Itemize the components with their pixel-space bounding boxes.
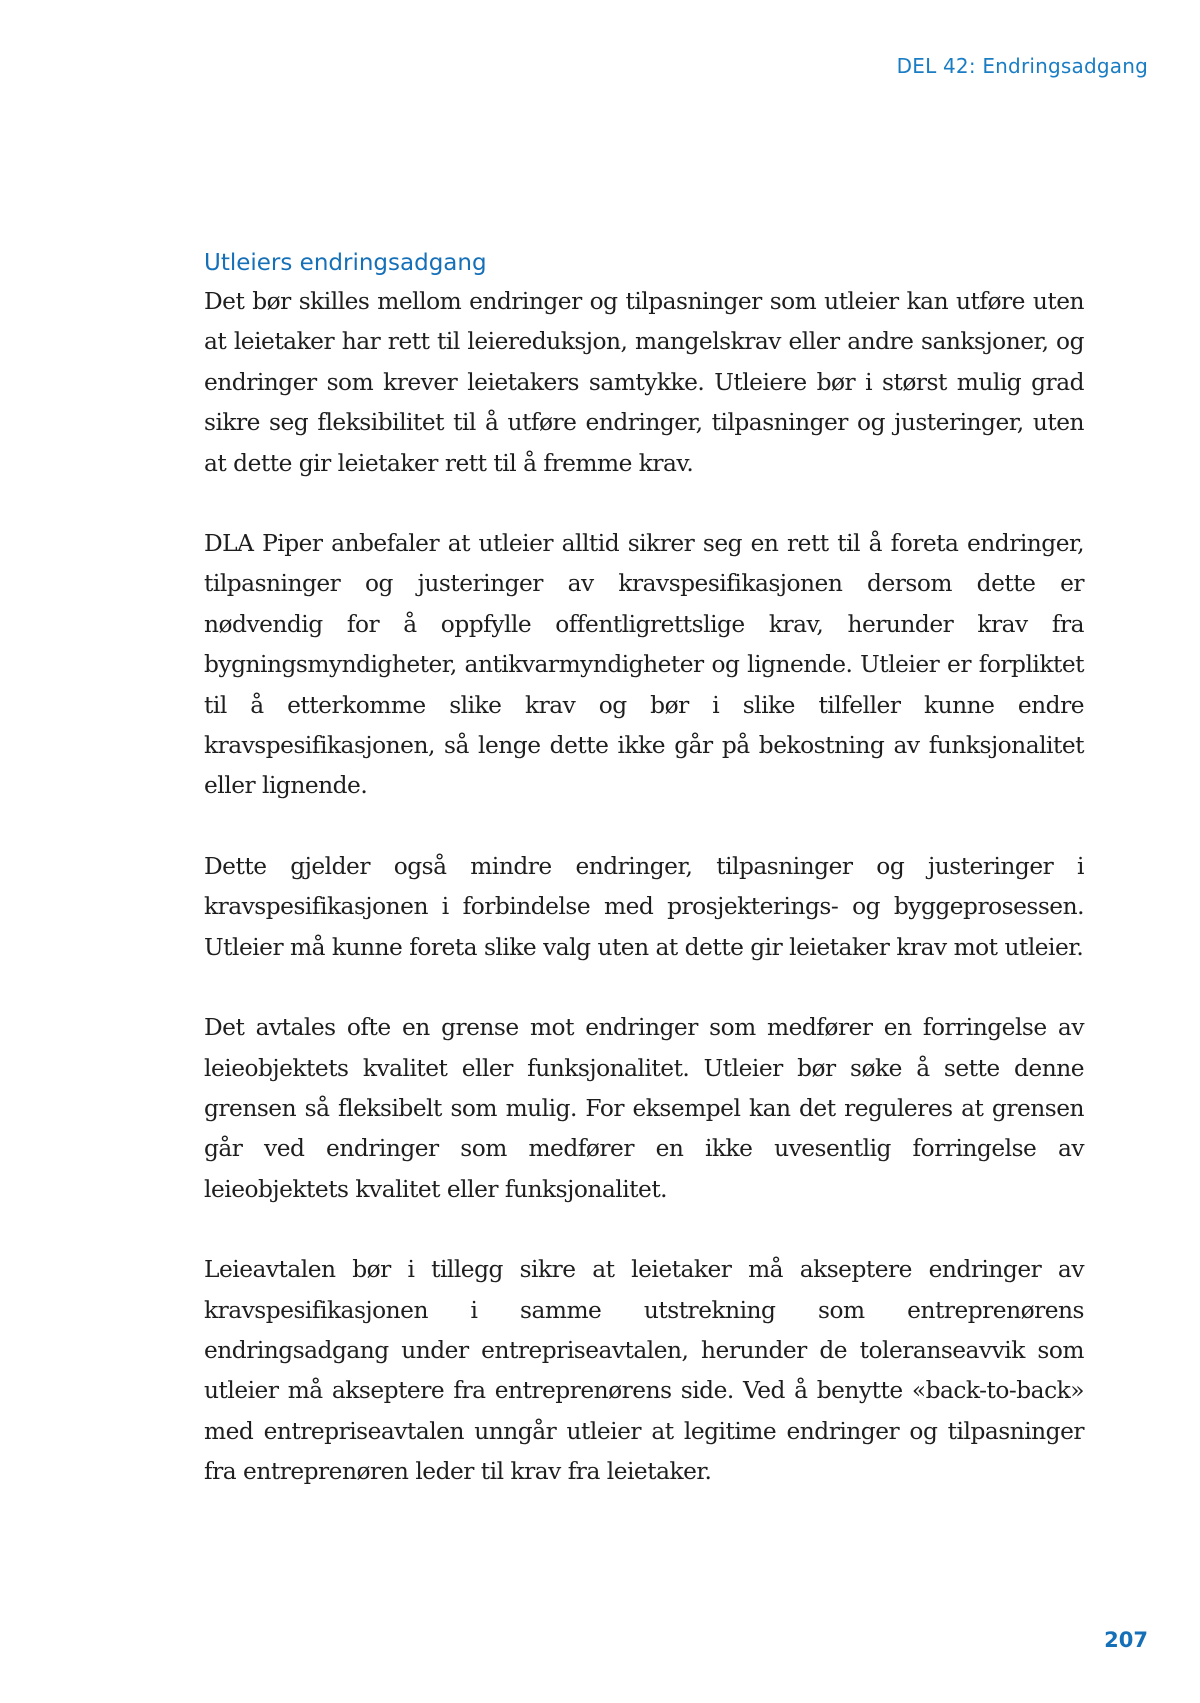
paragraph-3: Dette gjelder også mindre endringer, tilpasninger og justeringer i kravspesifikasjonen i forbindelse med prosjekterings- og byggeprosessen. Utleier må kunne foreta slike valg uten at dette gir leietaker krav mot utleier. — [204, 852, 1084, 961]
running-header: DEL 42: Endringsadgang — [896, 54, 1148, 78]
paragraph-2: DLA Piper anbefaler at utleier alltid sikrer seg en rett til å foreta endringer, tilpasninger og justeringer av kravspesifikasjonen dersom dette er nødvendig for å oppfylle offentligrettslige krav, herunder krav fra bygningsmyndigheter, antikvarmyndigheter og lignende. Utleier er forpliktet til å etterkomme slike krav og bør i slike tilfeller kunne endre kravspesifikasjonen, så lenge dette ikke går på bekostning av funksjonalitet eller lignende. — [204, 530, 1084, 800]
paragraph-1: Det bør skilles mellom endringer og tilpasninger som utleier kan utføre uten at leietaker har rett til leiereduksjon, mangelskrav eller andre sanksjoner, og endringer som krever leietakers samtykke. Utleiere bør i størst mulig grad sikre seg fleksibilitet til å utføre endringer, tilpasninger og justeringer, uten at dette gir leietaker rett til å fremme krav. — [204, 288, 1084, 477]
paragraph-4: Det avtales ofte en grense mot endringer som medfører en forringelse av leieobjektets kvalitet eller funksjonalitet. Utleier bør søke å sette denne grensen så fleksibelt som mulig. For eksempel kan det reguleres at grensen går ved endringer som medfører en ikke uvesentlig forringelse av leieobjektets kvalitet eller funksjonalitet. — [204, 1014, 1084, 1203]
section-heading: Utleiers endringsadgang — [204, 250, 487, 276]
page-number: 207 — [1104, 1628, 1148, 1652]
main-content — [204, 244, 1084, 1533]
paragraph-5: Leieavtalen bør i tillegg sikre at leietaker må akseptere endringer av kravspesifikasjonen i samme utstrekning som entreprenørens endringsadgang under entrepriseavtalen, herunder de toleranseavvik som utleier må akseptere fra entreprenørens side. Ved å benytte «back-to-back» med entrepriseavtalen unngår utleier at legitime endringer og tilpasninger fra entreprenøren leder til krav fra leietaker. — [204, 1256, 1084, 1486]
